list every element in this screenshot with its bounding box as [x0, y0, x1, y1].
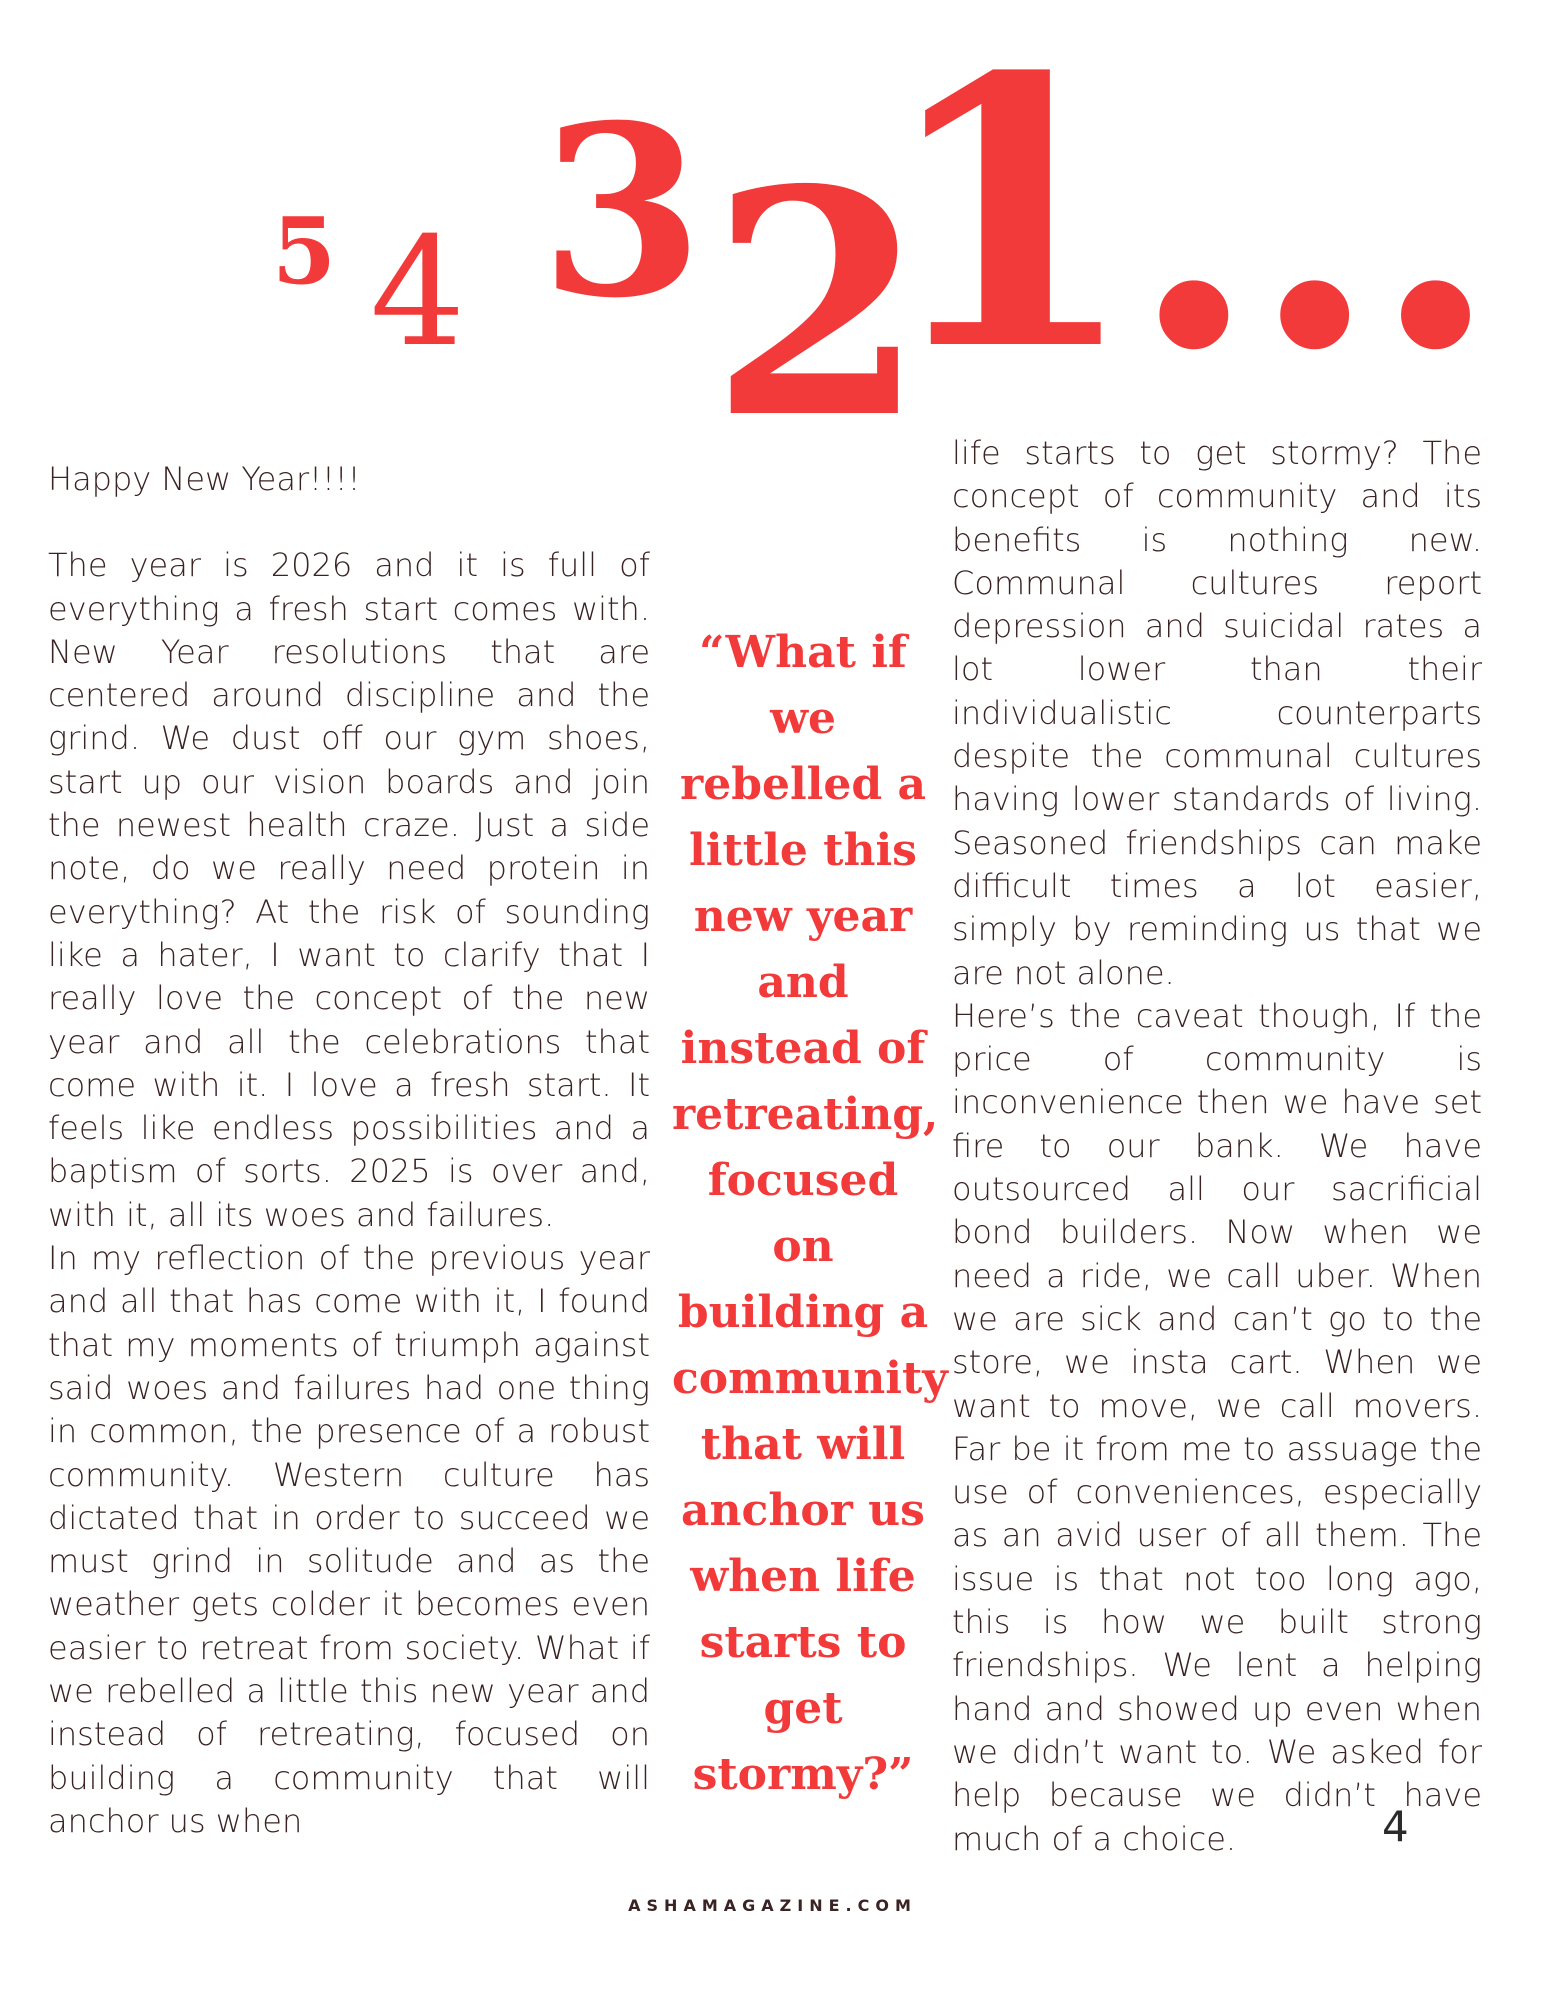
page-number: 4: [1382, 1802, 1409, 1851]
footer-url[interactable]: ASHAMAGAZINE.COM: [628, 1896, 917, 1915]
countdown-three: 3: [540, 74, 704, 350]
countdown-four: 4: [370, 206, 466, 380]
right-paragraph-1: life starts to get stormy? The concept of community and its benefits is nothing new. Communal cultures report depression and suicidal rates a lot lower than their individualistic counterparts despite the communal cultures having lower standards of living. Seasoned friendships can make difficult times a lot easier, simply by reminding us that we are not alone.: [952, 434, 1482, 992]
left-column: [48, 458, 650, 1843]
right-paragraph-2: Here’s the caveat though, If the price of community is inconvenience then we have set fire to our bank. We have outsourced all our sacrificial bond builders. Now when we need a ride, we call uber. When we are sick and can’t go to the store, we insta cart. When we want to move, we call movers. Far be it from me to assuage the use of conveniences, especially as an avid user of all them. The issue is that not too long ago, this is how we built strong friendships. We lent a helping hand and showed up even when we didn’t want to. We asked for help because we didn’t have much of a choice.: [952, 996, 1482, 1858]
left-paragraph-2: In my reflection of the previous year and all that has come with it, I found that my moments of triumph against said woes and failures had one thing in common, the presence of a robust community. Western culture has dictated that in order to succeed we must grind in solitude and as the weather gets colder it becomes even easier to retreat from society. What if we rebelled a little this new year and instead of retreating, focused on building a community that will anchor us when: [48, 1239, 650, 1840]
countdown-one: 1...: [880, 0, 1492, 432]
greeting: Happy New Year!!!!: [48, 460, 361, 498]
pull-quote: “What if we rebelled a little this new year and instead of retreating, focused on building a community that will anchor us when life starts to get stormy?”: [672, 627, 948, 1800]
right-column: [952, 432, 1482, 1861]
countdown-two: 2: [710, 123, 926, 487]
countdown-five: 5: [272, 197, 337, 305]
left-paragraph-1: The year is 2026 and it is full of everything a fresh start comes with. New Year resolutions that are centered around discipline and the grind. We dust off our gym shoes, start up our vision boards and join the newest health craze. Just a side note, do we really need protein in everything? At the risk of sounding like a hater, I want to clarify that I really love the concept of the new year and all the celebrations that come with it. I love a fresh start. It feels like endless possibilities and a baptism of sorts. 2025 is over and, with it, all its woes and failures.: [48, 546, 650, 1234]
